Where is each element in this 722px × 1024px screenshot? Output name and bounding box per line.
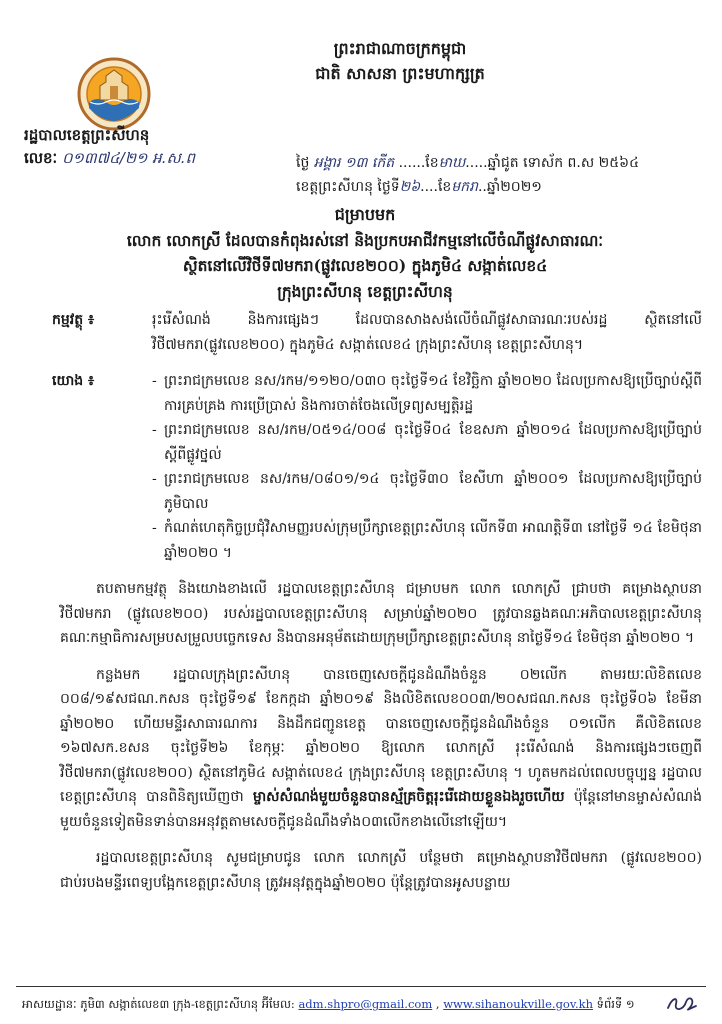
body-paragraph-3: រដ្ឋបាលខេត្តព្រះសីហនុ សូមជម្រាបជូន លោក លោកស្រី បន្ថែមថា គម្រោងស្ថាបនាវិថី៧មករា (ផ្លូវលេខ២០០) ជាប់របងមន្ទីរពេទ្យបង្អែកខេត្តព្រះសីហនុ ត្រូវអនុវត្តក្នុងឆ្នាំ២០២០ ប៉ុន្តែត្រូវបានអូសបន្លាយ: [60, 850, 702, 891]
lunar-day-label: ថ្ងៃ: [296, 155, 310, 171]
body-paragraph-1: តបតាមកម្មវត្ថុ និងយោងខាងលើ រដ្ឋបាលខេត្តព្រះសីហនុ ជម្រាបមក លោក លោកស្រី ជ្រាបថា គម្រោងស្ថាបនាវិថី៧មករា (ផ្លូវលេខ២០០) របស់រដ្ឋបាលខេត្តព្រះសីហនុ សម្រាប់ឆ្នាំ២០២០ ត្រូវបានឆ្លងគណៈអភិបាលខេត្តព្រះសីហនុ គណៈកម្មាធិការសម្របសម្រួលបច្ចេកទេស និងបានអនុម័តដោយក្រុមប្រឹក្សាខេត្តព្រះសីហនុ នាថ្ងៃទី១៤ ខែមិថុនា ឆ្នាំ២០២០ ។: [60, 581, 702, 646]
letterhead: [230, 36, 570, 86]
date-block: [296, 151, 706, 199]
lunar-month-label: ......ខែ: [398, 155, 439, 171]
subject-section: [52, 308, 702, 357]
reference-number-handwritten: ០១៣៧៤/២១ អ.ស.ព: [61, 149, 196, 167]
reference-item: - ព្រះរាជក្រមលេខ នស/រកម/០៥១៤/០០៨ ចុះថ្ងៃទី០៤ ខែឧសភា ឆ្នាំ២០១៤ ដែលប្រកាសឱ្យប្រើច្បាប់ស្ដីពីផ្លូវថ្នល់: [152, 418, 702, 467]
solar-month-label: ....ខែ: [420, 179, 452, 195]
footer-divider: [16, 986, 706, 987]
solar-year: ..ឆ្នាំ២០២១: [477, 179, 542, 195]
greeting-title: ជម្រាបមក: [334, 205, 396, 224]
addressee-block: [30, 202, 700, 304]
kingdom-title: ព្រះរាជាណាចក្រកម្ពុជា: [333, 39, 467, 58]
footer-address: អាសយដ្ឋានៈ ភូមិ៣ សង្កាត់លេខ៣ ក្រុង-ខេត្តព្រះសីហនុ អ៊ីមែល:: [22, 997, 299, 1011]
reference-label: លេខៈ: [24, 149, 58, 167]
reference-item: - កំណត់ហេតុកិច្ចប្រជុំវិសាមញ្ញរបស់ក្រុមប្រឹក្សាខេត្តព្រះសីហនុ លើកទី៣ អាណត្តិទី៣ នៅថ្ងៃទី ១៤ ខែមិថុនា ឆ្នាំ២០២០ ។: [152, 516, 702, 565]
lunar-month-value: មាឃ: [438, 155, 466, 171]
lunar-day-value: អង្គារ ១៣ កើត: [313, 155, 395, 171]
website-link[interactable]: www.sihanoukville.gov.kh: [443, 997, 594, 1011]
footer-separator: ,: [432, 997, 444, 1011]
reference-item: - ព្រះរាជក្រមលេខ នស/រកម/០៨០១/១៤ ចុះថ្ងៃទី៣០ ខែសីហា ឆ្នាំ២០០១ ដែលប្រកាសឱ្យប្រើច្បាប់ភូមិបាល: [152, 467, 702, 516]
solar-date-prefix: ខេត្តព្រះសីហនុ ថ្ងៃទី: [296, 179, 400, 195]
addressee-line: ស្ថិតនៅលើវិថីទី៧មករា(ផ្លូវលេខ២០០) ក្នុងភូមិ៤ សង្កាត់លេខ៤: [182, 256, 548, 275]
email-link[interactable]: adm.shpro@gmail.com: [298, 997, 433, 1011]
solar-date-line: [296, 175, 706, 199]
references-label: យោង ៖: [52, 373, 95, 389]
paragraph-2-emphasis: ម្ចាស់សំណង់មួយចំនួនបានស្ម័គ្រចិត្តរុះរើដោយខ្លួនឯងរួចហើយ: [252, 789, 565, 805]
addressee-line: ក្រុងព្រះសីហនុ ខេត្តព្រះសីហនុ: [277, 281, 453, 301]
lunar-year: .....ឆ្នាំជូត ទោស័ក ព.ស ២៥៦៤: [465, 155, 639, 171]
addressee-line: លោក លោកស្រី ដែលបានកំពុងរស់នៅ និងប្រកបអាជីវកម្មនៅលើចំណីផ្លូវសាធារណៈ: [126, 230, 604, 250]
references-list: [152, 369, 702, 565]
issuing-office: រដ្ឋបាលខេត្តព្រះសីហនុ: [24, 126, 150, 144]
subject-text: រុះរើសំណង់ និងការផ្សេងៗ ដែលបានសាងសង់លើចំណីផ្លូវសាធារណៈរបស់រដ្ឋ ស្ថិតនៅលើវិថី៧មករា(ផ្លូវលេខ២០០) ក្នុងភូមិ៤ សង្កាត់លេខ៤ ក្រុងព្រះសីហនុ ខេត្តព្រះសីហនុ។: [152, 312, 702, 353]
reference-item: - ព្រះរាជក្រមលេខ នស/រកម/១១២០/០៣០ ចុះថ្ងៃទី១៤ ខែវិច្ឆិកា ឆ្នាំ២០២០ ដែលប្រកាសឱ្យប្រើច្បាប់ស្ដីពីការគ្រប់គ្រង ការប្រើប្រាស់ និងការចាត់ចែងលើទ្រព្យសម្បត្តិរដ្ឋ: [152, 369, 702, 418]
reference-number: [24, 147, 284, 169]
references-list-wrap: [152, 369, 702, 565]
paragraph-2-text: កន្លងមក រដ្ឋបាលក្រុងព្រះសីហនុ បានចេញសេចក្ដីជូនដំណឹងចំនួន ០២លើក តាមរយៈលិខិតលេខ ០០៨/១៩សជណ.កសន ចុះថ្ងៃទី១៩ ខែកក្កដា ឆ្នាំ២០១៩ និងលិខិតលេខ០០៣/២០សជណ.កសន ចុះថ្ងៃទី០៦ ខែមីនា ឆ្នាំ២០២០ ហើយមន្ទីរសាធារណការ និងដឹកជញ្ជូនខេត្ត បានចេញសេចក្ដីជូនដំណឹងចំនួន ០១លើក គឺលិខិតលេខ ១៦៧សក.ខសន ចុះថ្ងៃទី២៦ ខែកុម្ភៈ ឆ្នាំ២០២០ ឱ្យលោក លោកស្រី រុះរើសំណង់ និងការផ្សេងៗចេញពីវិថី៧មករា(ផ្លូវលេខ២០០) ស្ថិតនៅភូមិ៤ សង្កាត់លេខ៤ ក្រុងព្រះសីហនុ ខេត្តព្រះសីហនុ ។ ហូតមកដល់ពេលបច្ចុប្បន្ន រដ្ឋបាលខេត្តព្រះសីហនុ បានពិនិត្យឃើញថា: [60, 666, 702, 805]
references-section: [52, 369, 702, 565]
paragraph-2-text-end: ប៉ុន្តែនៅមានម្ចាស់សំណង់មួយចំនួនទៀតមិនទាន់បានអនុវត្តតាមសេចក្ដីជូនដំណឹងទាំង០៣លើកខាងលើនៅឡើយ។: [60, 789, 702, 830]
handwritten-initial-icon: [664, 992, 700, 1016]
solar-month: មករា: [451, 179, 478, 195]
national-motto: ជាតិ សាសនា ព្រះមហាក្សត្រ: [315, 64, 485, 83]
solar-day: ២៦: [399, 179, 421, 195]
lunar-date-line: [296, 151, 706, 175]
subject-label: កម្មវត្ថុ ៖: [52, 312, 95, 328]
page-number: ទំព័រទី ១: [593, 997, 635, 1011]
body-paragraph-2: [60, 663, 702, 835]
footer: [22, 994, 662, 1014]
province-seal-logo: [76, 56, 152, 132]
letter-body: [52, 308, 702, 968]
